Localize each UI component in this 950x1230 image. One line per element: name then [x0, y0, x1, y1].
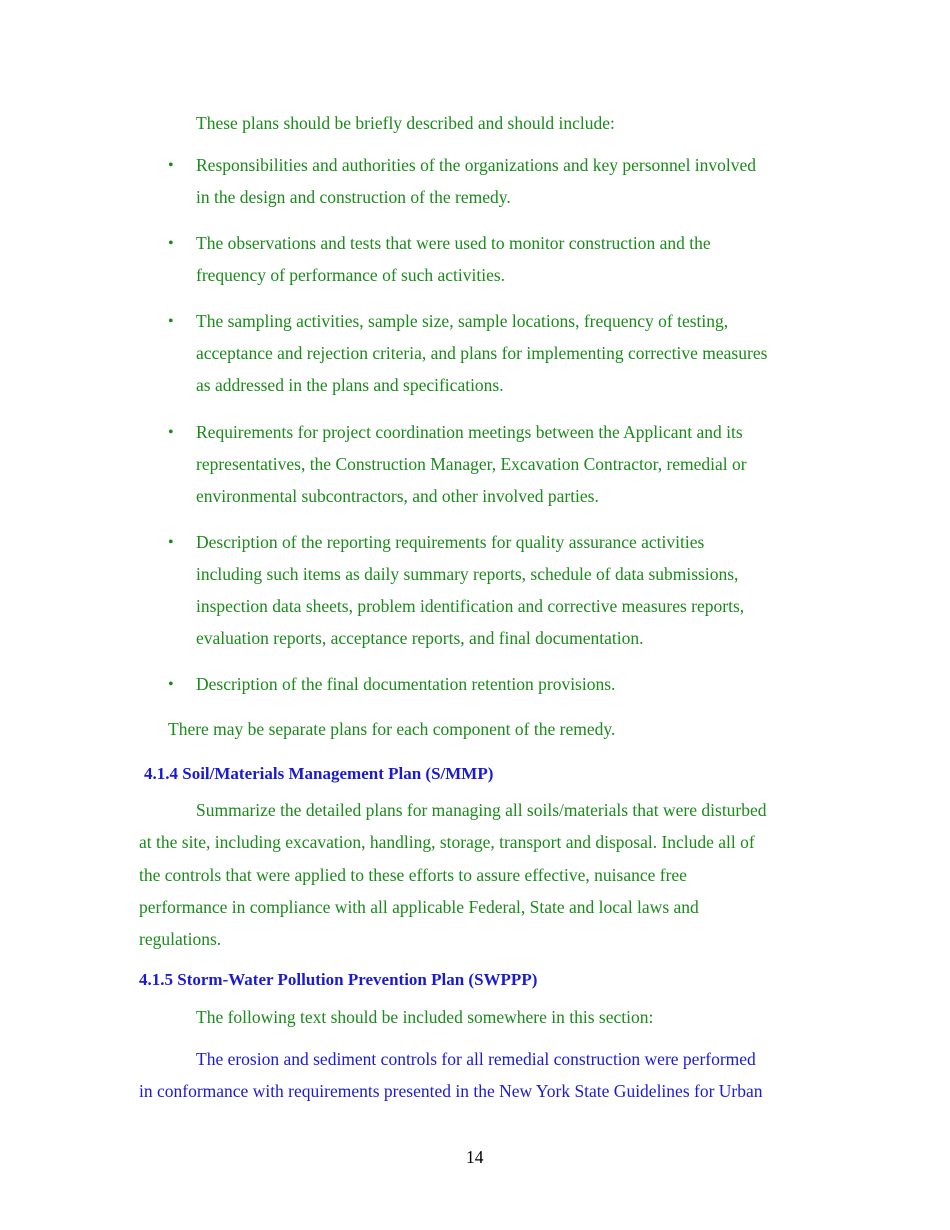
bullet-icon: • — [168, 534, 174, 551]
bullet-icon: • — [168, 235, 174, 252]
bullet-icon: • — [168, 676, 174, 693]
bullet-line: evaluation reports, acceptance reports, and final documentation. — [196, 628, 644, 648]
section-heading-4-1-4: 4.1.4 Soil/Materials Management Plan (S/MMP) — [144, 764, 494, 783]
template-line: The erosion and sediment controls for all remedial construction were performed — [196, 1049, 756, 1069]
bullet-line: representatives, the Construction Manager, Excavation Contractor, remedial or — [196, 454, 747, 474]
bullet-line: including such items as daily summary reports, schedule of data submissions, — [196, 564, 739, 584]
intro-paragraph: These plans should be briefly described and should include: — [196, 113, 615, 133]
paragraph-line: at the site, including excavation, handling, storage, transport and disposal. Include all of — [139, 832, 755, 852]
paragraph-line: the controls that were applied to these efforts to assure effective, nuisance free — [139, 865, 687, 885]
bullet-icon: • — [168, 313, 174, 330]
template-line: in conformance with requirements presented in the New York State Guidelines for Urban — [139, 1081, 763, 1101]
bullet-line: Description of the reporting requirements for quality assurance activities — [196, 532, 705, 552]
paragraph-line: Summarize the detailed plans for managing all soils/materials that were disturbed — [196, 800, 767, 820]
paragraph-line: performance in compliance with all applicable Federal, State and local laws and — [139, 897, 699, 917]
bullet-line: The observations and tests that were used to monitor construction and the — [196, 233, 711, 253]
bullet-line: Description of the final documentation retention provisions. — [196, 674, 616, 694]
page-number: 14 — [466, 1147, 484, 1167]
bullet-icon: • — [168, 157, 174, 174]
section-4-1-5-intro: The following text should be included somewhere in this section: — [196, 1007, 654, 1027]
bullet-line: frequency of performance of such activities. — [196, 265, 506, 285]
paragraph-line: regulations. — [139, 929, 222, 949]
bullet-line: The sampling activities, sample size, sample locations, frequency of testing, — [196, 311, 729, 331]
bullet-line: Requirements for project coordination meetings between the Applicant and its — [196, 422, 743, 442]
bullet-icon: • — [168, 424, 174, 441]
section-heading-4-1-5: 4.1.5 Storm-Water Pollution Prevention Plan (SWPPP) — [139, 970, 538, 989]
bullet-line: inspection data sheets, problem identification and corrective measures reports, — [196, 596, 745, 616]
bullet-line: environmental subcontractors, and other involved parties. — [196, 486, 599, 506]
separate-plans-paragraph: There may be separate plans for each component of the remedy. — [168, 719, 616, 739]
bullet-line: Responsibilities and authorities of the organizations and key personnel involved — [196, 155, 757, 175]
bullet-line: in the design and construction of the remedy. — [196, 187, 511, 207]
bullet-line: acceptance and rejection criteria, and plans for implementing corrective measures — [196, 343, 768, 363]
bullet-line: as addressed in the plans and specifications. — [196, 375, 504, 395]
